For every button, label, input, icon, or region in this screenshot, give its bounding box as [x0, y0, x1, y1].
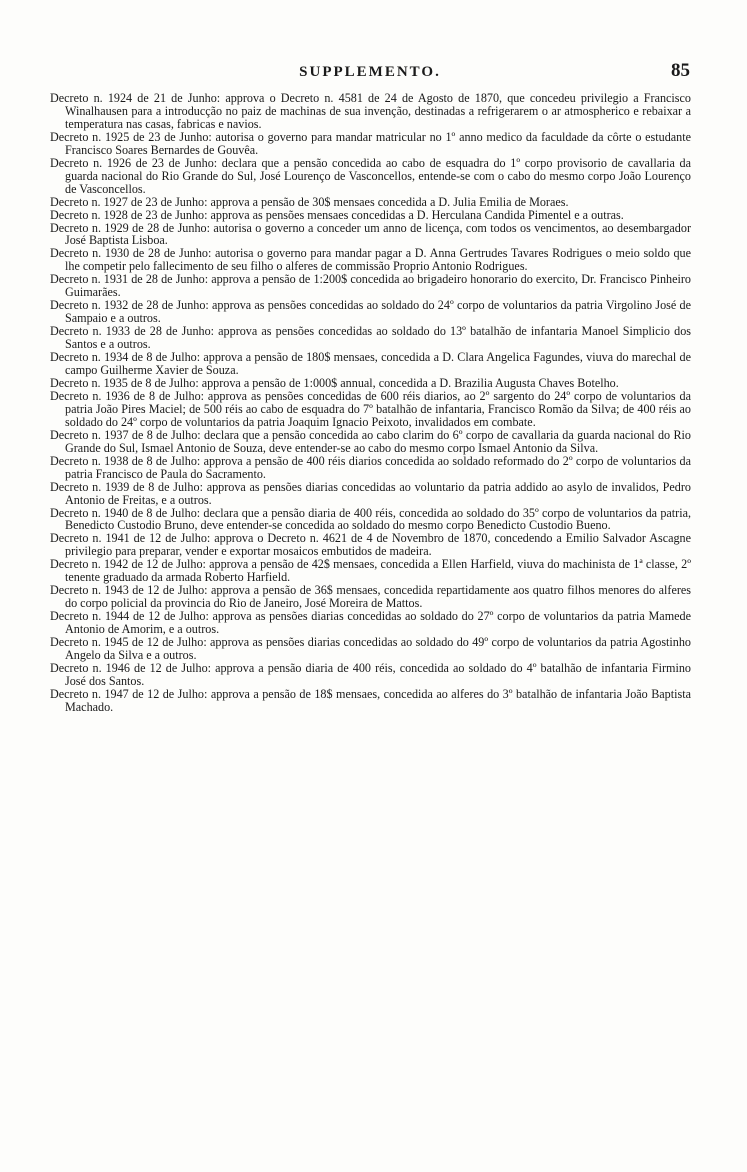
decree-entry-1946: Decreto n. 1946 de 12 de Julho: approva a pensão diaria de 400 réis, concedida ao soldado do 4º batalhão de infantaria Firmino José dos Santos.: [50, 660, 691, 688]
decree-entry-1936: Decreto n. 1936 de 8 de Julho: approva as pensões concedidas de 600 réis diarios, ao 2º sargento do 24º corpo de voluntarios da patria João Pires Maciel; de 500 réis ao cabo de esquadra do 7º batalhão de infantaria, Francisco Romão da Silva; de 400 réis ao soldado do 24º corpo de voluntarios da patria Joaquim Ignacio Peixoto, invalidados em combate.: [50, 388, 691, 429]
decree-entry-1926: Decreto n. 1926 de 23 de Junho: declara que a pensão concedida ao cabo de esquadra do 1º corpo provisorio de cavallaria da guarda nacional do Rio Grande do Sul, José Lourenço de Vasconcellos, entende-se com o cabo do mesmo corpo João Lourenço de Vasconcellos.: [50, 155, 691, 196]
decree-entry-1938: Decreto n. 1938 de 8 de Julho: approva a pensão de 400 réis diarios concedida ao soldado reformado do 2º corpo de voluntarios da patria Francisco de Paula do Sacramento.: [50, 453, 691, 481]
decree-entry-1932: Decreto n. 1932 de 28 de Junho: approva as pensões concedidas ao soldado do 24º corpo de voluntarios da patria Virgolino José de Sampaio e a outros.: [50, 298, 691, 326]
decree-entry-1937: Decreto n. 1937 de 8 de Julho: declara que a pensão concedida ao cabo clarim do 6º corpo de cavallaria da guarda nacional do Rio Grande do Sul, Ismael Antonio de Souza, deve entender-se ao cabo do mesmo corpo Ismael Antonio da Silva.: [50, 427, 691, 455]
decree-entry-1934: Decreto n. 1934 de 8 de Julho: approva a pensão de 180$ mensaes, concedida a D. Clara Angelica Fagundes, viuva do marechal de campo Guilherme Xavier de Souza.: [50, 350, 691, 378]
decree-entry-1930: Decreto n. 1930 de 28 de Junho: autorisa o governo para mandar pagar a D. Anna Gertrudes Tavares Rodrigues o meio soldo que lhe competir pelo fallecimento de seu filho o alferes de commissão Proprio Antonio Rodrigues.: [50, 246, 691, 274]
decree-entry-1931: Decreto n. 1931 de 28 de Junho: approva a pensão de 1:200$ concedida ao brigadeiro honorario do exercito, Dr. Francisco Pinheiro Guimarães.: [50, 272, 691, 300]
decree-list: [50, 92, 691, 714]
decree-entry-1933: Decreto n. 1933 de 28 de Junho: approva as pensões concedidas ao soldado do 13º batalhão de infantaria Manoel Simplicio dos Santos e a outros.: [50, 324, 691, 352]
decree-entry-1927: Decreto n. 1927 de 23 de Junho: approva a pensão de 30$ mensaes concedida a D. Julia Emilia de Moraes.: [50, 194, 569, 209]
decree-entry-1924: Decreto n. 1924 de 21 de Junho: approva o Decreto n. 4581 de 24 de Agosto de 1870, que concedeu privilegio a Francisco Winalhausen para a introducção no paiz de machinas de sua invenção, destinadas a refrigerarem o ar atmospherico e rebaixar a temperatura nas casas, fabricas e navios.: [50, 91, 691, 131]
decree-entry-1940: Decreto n. 1940 de 8 de Julho: declara que a pensão diaria de 400 réis, concedida ao soldado do 35º corpo de voluntarios da patria, Benedicto Custodio Bruno, deve entender-se concedida ao soldado do mesmo corpo Benedicto Custodio Bueno.: [50, 505, 691, 533]
decree-entry-1944: Decreto n. 1944 de 12 de Julho: approva as pensões diarias concedidas ao soldado do 27º corpo de voluntarios da patria Mamede Antonio de Amorim, e a outros.: [50, 609, 691, 637]
decree-entry-1947: Decreto n. 1947 de 12 de Julho: approva a pensão de 18$ mensaes, concedida ao alferes do 3º batalhão de infantaria João Baptista Machado.: [50, 686, 691, 714]
decree-entry-1935: Decreto n. 1935 de 8 de Julho: approva a pensão de 1:000$ annual, concedida a D. Brazilia Augusta Chaves Botelho.: [50, 375, 619, 390]
page-number: 85: [671, 60, 690, 81]
decree-entry-1929: Decreto n. 1929 de 28 de Junho: autorisa o governo a conceder um anno de licença, com todos os vencimentos, ao desembargador José Baptista Lisboa.: [50, 220, 691, 248]
decree-entry-1941: Decreto n. 1941 de 12 de Julho: approva o Decreto n. 4621 de 4 de Novembro de 1870, concedendo a Emilio Salvador Ascagne privilegio para preparar, vender e exportar mosaicos embutidos de madeira.: [50, 531, 691, 559]
decree-entry-1942: Decreto n. 1942 de 12 de Julho: approva a pensão de 42$ mensaes, concedida a Ellen Harfield, viuva do machinista de 1ª classe, 2º tenente graduado da armada Roberto Harfield.: [50, 557, 691, 585]
decree-entry-1928: Decreto n. 1928 de 23 de Junho: approva as pensões mensaes concedidas a D. Herculana Candida Pimentel e a outras.: [50, 207, 624, 222]
decree-entry-1943: Decreto n. 1943 de 12 de Julho: approva a pensão de 36$ mensaes, concedida repartidamente aos quatro filhos menores do alferes do corpo policial da provincia do Rio de Janeiro, José Moreira de Mattos.: [50, 583, 691, 611]
decree-entry-1925: Decreto n. 1925 de 23 de Junho: autorisa o governo para mandar matricular no 1º anno medico da faculdade da côrte o estudante Francisco Soares Bernardes de Gouvêa.: [50, 129, 691, 157]
page-header: [50, 60, 690, 88]
running-title: SUPPLEMENTO.: [299, 64, 441, 80]
decree-entry-1939: Decreto n. 1939 de 8 de Julho: approva as pensões diarias concedidas ao voluntario da patria addido ao asylo de invalidos, Pedro Antonio de Freitas, e a outros.: [50, 479, 691, 507]
decree-entry-1945: Decreto n. 1945 de 12 de Julho: approva as pensões diarias concedidas ao soldado do 49º corpo de voluntarios da patria Agostinho Angelo da Silva e a outros.: [50, 635, 691, 662]
